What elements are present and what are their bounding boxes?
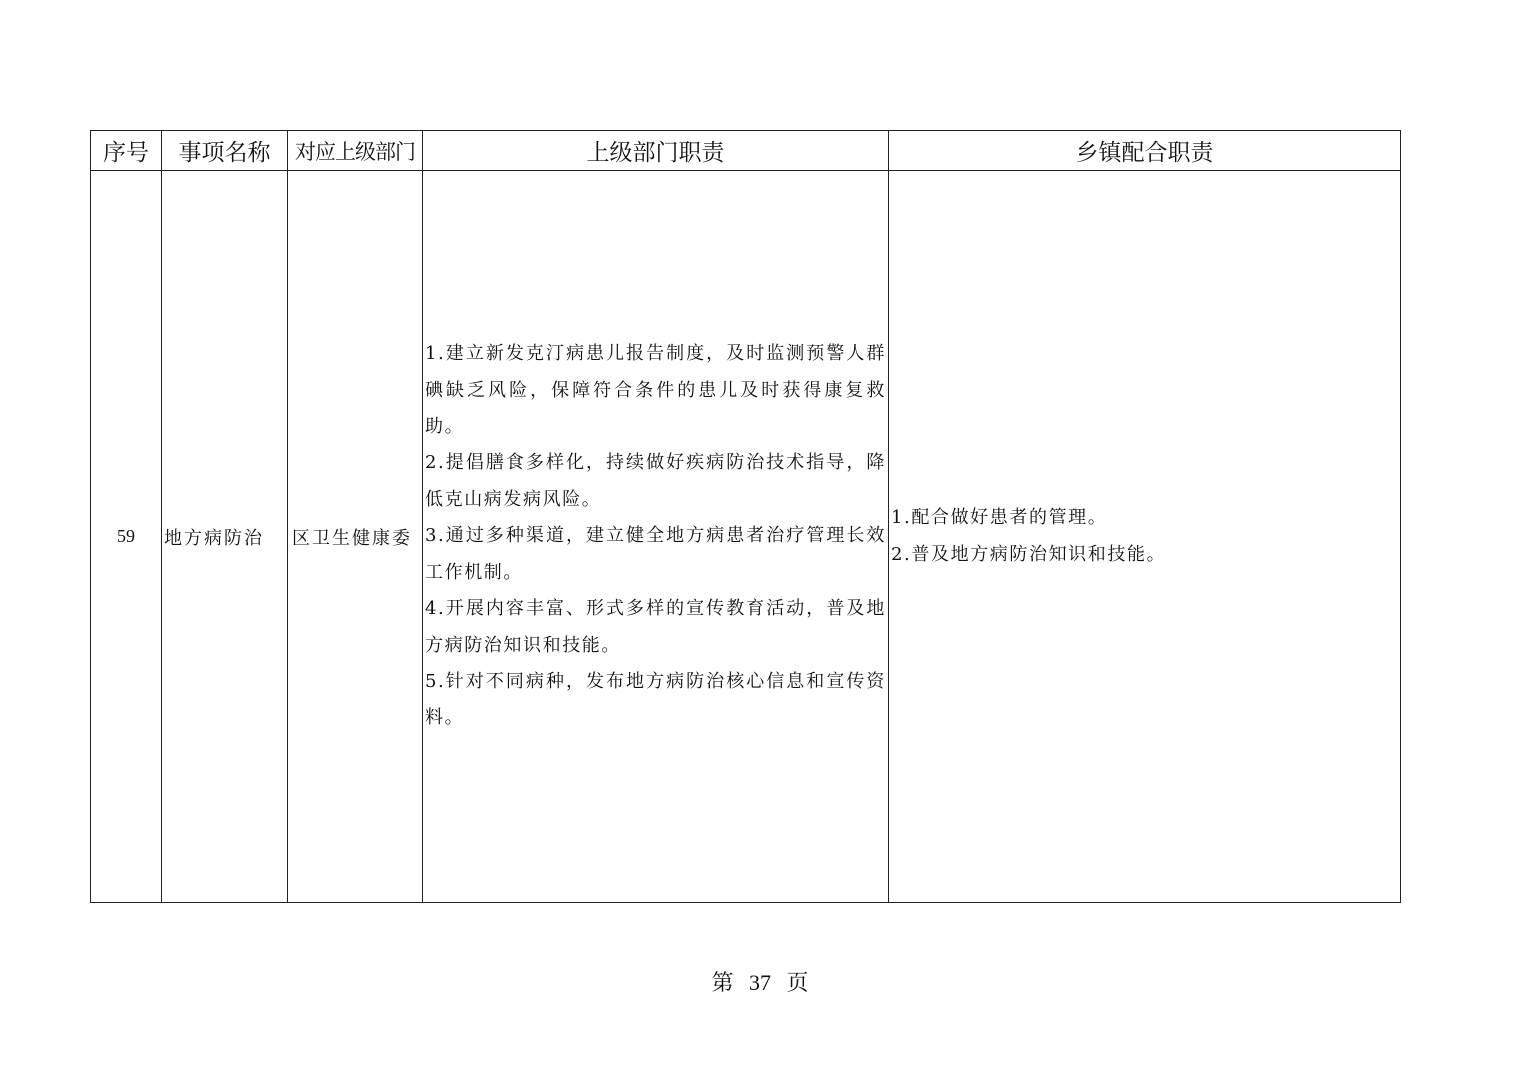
table-header-row (91, 131, 1401, 171)
cell-town-duty (889, 171, 1401, 903)
page-prefix: 第 (711, 970, 734, 995)
upper-duty-item-5: 5.针对不同病种，发布地方病防治核心信息和宣传资料。 (425, 670, 886, 729)
upper-duty-item-2: 2.提倡膳食多样化，持续做好疾病防治技术指导，降低克山病发病风险。 (425, 452, 886, 510)
page-number-footer (0, 966, 1520, 997)
cell-upper-duty (423, 171, 889, 903)
town-duty-item-2: 2.普及地方病防治知识和技能。 (891, 543, 1167, 565)
upper-duty-item-1: 1.建立新发克汀病患儿报告制度，及时监测预警人群碘缺乏风险，保障符合条件的患儿及时获得康复救助。 (425, 343, 886, 438)
upper-duty-list (425, 336, 886, 736)
town-duty-list (891, 500, 1398, 573)
cell-seq: 59 (91, 171, 162, 903)
header-upper-duty: 上级部门职责 (423, 131, 889, 171)
cell-dept: 区卫生健康委 (288, 171, 423, 903)
header-item-name: 事项名称 (162, 131, 288, 171)
town-duty-item-1: 1.配合做好患者的管理。 (891, 507, 1108, 529)
page-suffix: 页 (786, 970, 809, 995)
table-row (91, 171, 1401, 903)
header-town-duty: 乡镇配合职责 (889, 131, 1401, 171)
cell-item-name: 地方病防治 (162, 171, 288, 903)
upper-duty-item-3: 3.通过多种渠道，建立健全地方病患者治疗管理长效工作机制。 (425, 525, 886, 583)
duty-table (90, 130, 1401, 903)
upper-duty-item-4: 4.开展内容丰富、形式多样的宣传教育活动，普及地方病防治知识和技能。 (425, 598, 886, 656)
header-seq: 序号 (91, 131, 162, 171)
page-number: 37 (749, 970, 771, 995)
header-dept: 对应上级部门 (288, 131, 423, 171)
